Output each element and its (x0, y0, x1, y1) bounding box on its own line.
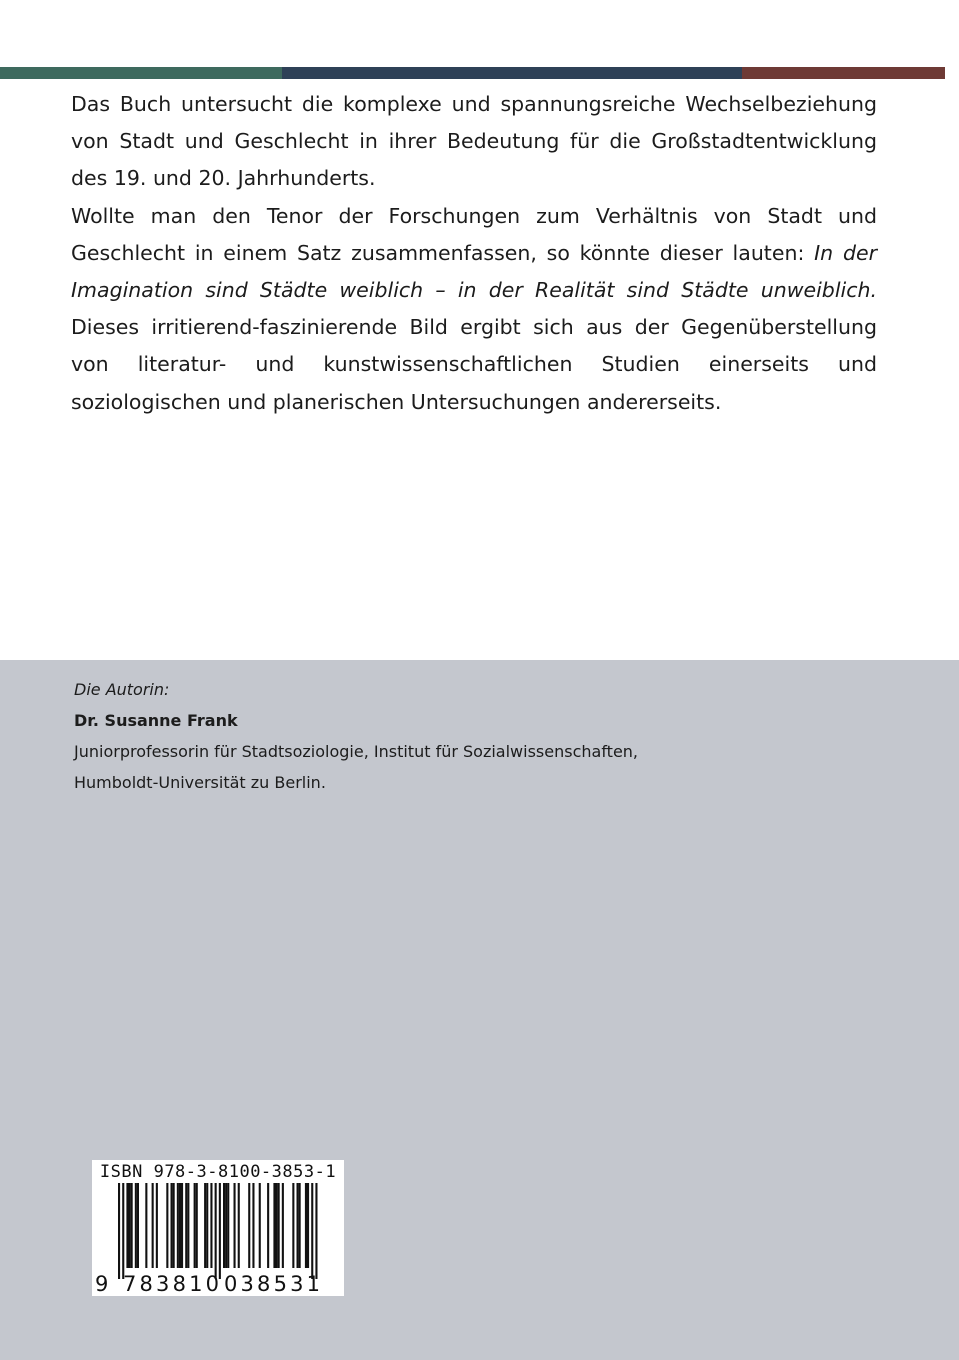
barcode-bar (276, 1183, 278, 1268)
stripe-green-segment (0, 67, 282, 79)
blurb-paragraph-2 (71, 198, 877, 421)
barcode-bar (297, 1183, 299, 1268)
author-name: Dr. Susanne Frank (74, 711, 238, 730)
stripe-blue-segment (282, 67, 742, 79)
author-panel (0, 660, 959, 1360)
barcode-guard-bar (315, 1183, 317, 1279)
barcode-bar (234, 1183, 236, 1268)
barcode-guard-bar (118, 1183, 120, 1279)
barcode-bar (206, 1183, 208, 1268)
author-info (74, 674, 874, 798)
barcode-bars (118, 1183, 318, 1279)
barcode-bar (210, 1183, 212, 1268)
barcode-bar (185, 1183, 187, 1268)
barcode-bar (273, 1183, 275, 1268)
barcode-bar (292, 1183, 294, 1268)
barcode-bar (187, 1183, 189, 1268)
barcode-bar (145, 1183, 147, 1268)
barcode-bar (129, 1183, 131, 1268)
barcode-bar (131, 1183, 133, 1268)
barcode-bar (278, 1183, 280, 1268)
barcode-guard-bar (122, 1183, 124, 1279)
barcode-bar (166, 1183, 168, 1268)
barcode-bar (171, 1183, 173, 1268)
author-label: Die Autorin: (74, 680, 170, 699)
barcode-bar (181, 1183, 183, 1268)
barcode-lead-digit: 9 (95, 1272, 109, 1296)
book-blurb (71, 86, 877, 421)
blurb-paragraph-2-rest: Dieses irritierend-faszinierende Bild ergibt sich aus der Gegenüberstellung von literatur- und kunstwissenschaftlichen Studien einerseits und soziologischen und planerischen Untersuchungen andererseits. (71, 315, 877, 414)
author-affiliation-line-1: Juniorprofessorin für Stadtsoziologie, Institut für Sozialwissenschaften, (74, 742, 639, 761)
barcode-guard-bar (311, 1183, 313, 1279)
isbn-barcode-box (92, 1160, 344, 1296)
blurb-paragraph-1: Das Buch untersucht die komplexe und spannungsreiche Wechselbeziehung von Stadt und Geschlecht in ihrer Bedeutung für die Großstadtentwicklung des 19. und 20. Jahrhunderts. (71, 92, 877, 191)
barcode-bar (152, 1183, 154, 1268)
color-stripe (0, 67, 945, 79)
barcode-bar (173, 1183, 175, 1268)
barcode-bar (307, 1183, 309, 1268)
barcode-bar (267, 1183, 269, 1268)
barcode-bar (227, 1183, 229, 1268)
barcode-bar (204, 1183, 206, 1268)
barcode-bar (179, 1183, 181, 1268)
barcode-bar (259, 1183, 261, 1268)
barcode-bar (126, 1183, 128, 1268)
barcode-bar (137, 1183, 139, 1268)
barcode-bar (156, 1183, 158, 1268)
barcode-bar (299, 1183, 301, 1268)
barcode-bar (196, 1183, 198, 1268)
barcode-bar (305, 1183, 307, 1268)
barcode-bar (194, 1183, 196, 1268)
blurb-paragraph-2-intro: Wollte man den Tenor der Forschungen zum Verhältnis von Stadt und Geschlecht in einem Satz zusammenfassen, so könnte dieser lauten: (71, 203, 877, 265)
barcode-left-digits: 783810 (123, 1272, 219, 1296)
stripe-red-segment (742, 67, 945, 79)
blurb-quote: In der Imagination sind Städte weiblich – in der Realität sind Städte unweiblich. (71, 240, 878, 303)
barcode-bar (135, 1183, 137, 1268)
barcode-bar (282, 1183, 284, 1268)
barcode-bar (225, 1183, 227, 1268)
barcode-graphic (92, 1160, 344, 1296)
isbn-label: ISBN 978-3-8100-3853-1 (99, 1162, 337, 1182)
barcode-right-digits: 038531 (224, 1272, 320, 1296)
barcode-bar (238, 1183, 240, 1268)
barcode-bar (252, 1183, 254, 1268)
author-affiliation-line-2: Humboldt-Universität zu Berlin. (74, 773, 326, 792)
barcode-guard-bar (219, 1183, 221, 1279)
barcode-guard-bar (215, 1183, 217, 1279)
barcode-bar (177, 1183, 179, 1268)
barcode-bar (248, 1183, 250, 1268)
barcode-bar (223, 1183, 225, 1268)
